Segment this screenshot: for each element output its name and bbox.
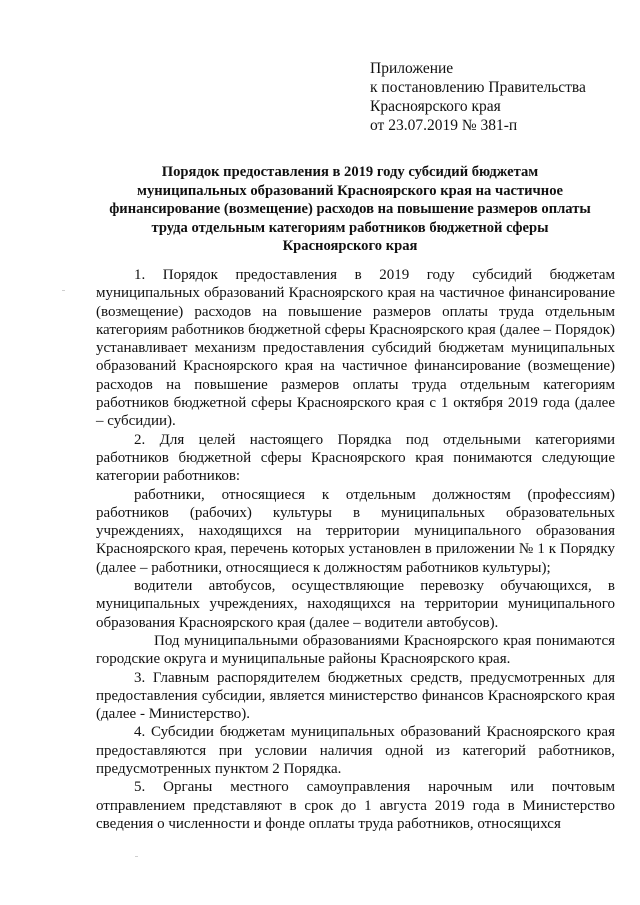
paragraph-3: 3. Главным распорядителем бюджетных средств, предусмотренных для предоставления субсидии, является министерство финансов Красноярского края (далее - Министерство). <box>96 669 615 723</box>
appendix-line: к постановлению Правительства <box>370 79 586 96</box>
title-line: муниципальных образований Красноярского края на частичное <box>137 182 563 199</box>
paragraph-2: 2. Для целей настоящего Порядка под отдельными категориями работников бюджетной сферы Красноярского края понимаются следующие категории работников: <box>96 431 615 485</box>
appendix-line: Приложение <box>370 60 454 77</box>
title-line: труда отдельным категориям работников бюджетной сферы <box>151 219 549 236</box>
appendix-header <box>370 59 630 135</box>
title-line: финансирование (возмещение) расходов на повышение размеров оплаты <box>109 201 591 217</box>
paragraph-2-item-culture: работники, относящиеся к отдельным должностям (профессиям) работников (рабочих) культуры в муниципальных образовательных учреждениях, находящихся на территории муниципального образования Красноярского края, перечень которых установлен в приложении № 1 к Порядку (далее – работники, относящиеся к должностям работников культуры); <box>96 486 615 576</box>
appendix-line: от 23.07.2019 № 381-п <box>370 117 518 134</box>
title-line: Красноярского края <box>282 238 418 254</box>
paragraph-2-item-drivers: водители автобусов, осуществляющие перевозку обучающихся, в муниципальных учреждениях, находящихся на территории муниципального образования Красноярского края (далее – водители автобусов). <box>96 578 615 631</box>
paragraph-4: 4. Субсидии бюджетам муниципальных образований Красноярского края предоставляются при условии наличия одной из категорий работников, предусмотренных пунктом 2 Порядка. <box>96 724 615 778</box>
paragraph-2-definition: Под муниципальными образованиями Красноярского края понимаются городские округа и муниципальные районы Красноярского края. <box>96 632 615 668</box>
document-body <box>96 266 615 833</box>
scan-speck <box>62 290 65 291</box>
title-line: Порядок предоставления в 2019 году субсидий бюджетам <box>161 164 539 180</box>
paragraph-5: 5. Органы местного самоуправления нарочным или почтовым отправлением представляют в срок до 1 августа 2019 года в Министерство сведения о численности и фонде оплаты труда работников, относящихся <box>96 779 615 832</box>
appendix-line: Красноярского края <box>370 98 501 115</box>
scan-speck <box>135 856 138 857</box>
document-title <box>80 163 620 256</box>
paragraph-1: 1. Порядок предоставления в 2019 году субсидий бюджетам муниципальных образований Красноярского края на частичное финансирование (возмещение) расходов на повышение размеров оплаты труда отдельным категориям работников бюджетной сферы Красноярского края (далее – Порядок) устанавливает механизм предоставления субсидий бюджетам муниципальных образований Красноярского края на частичное финансирование (возмещение) расходов на повышение размеров оплаты труда отдельным категориям работников бюджетной сферы Красноярского края с 1 октября 2019 года (далее – субсидии). <box>96 267 615 430</box>
